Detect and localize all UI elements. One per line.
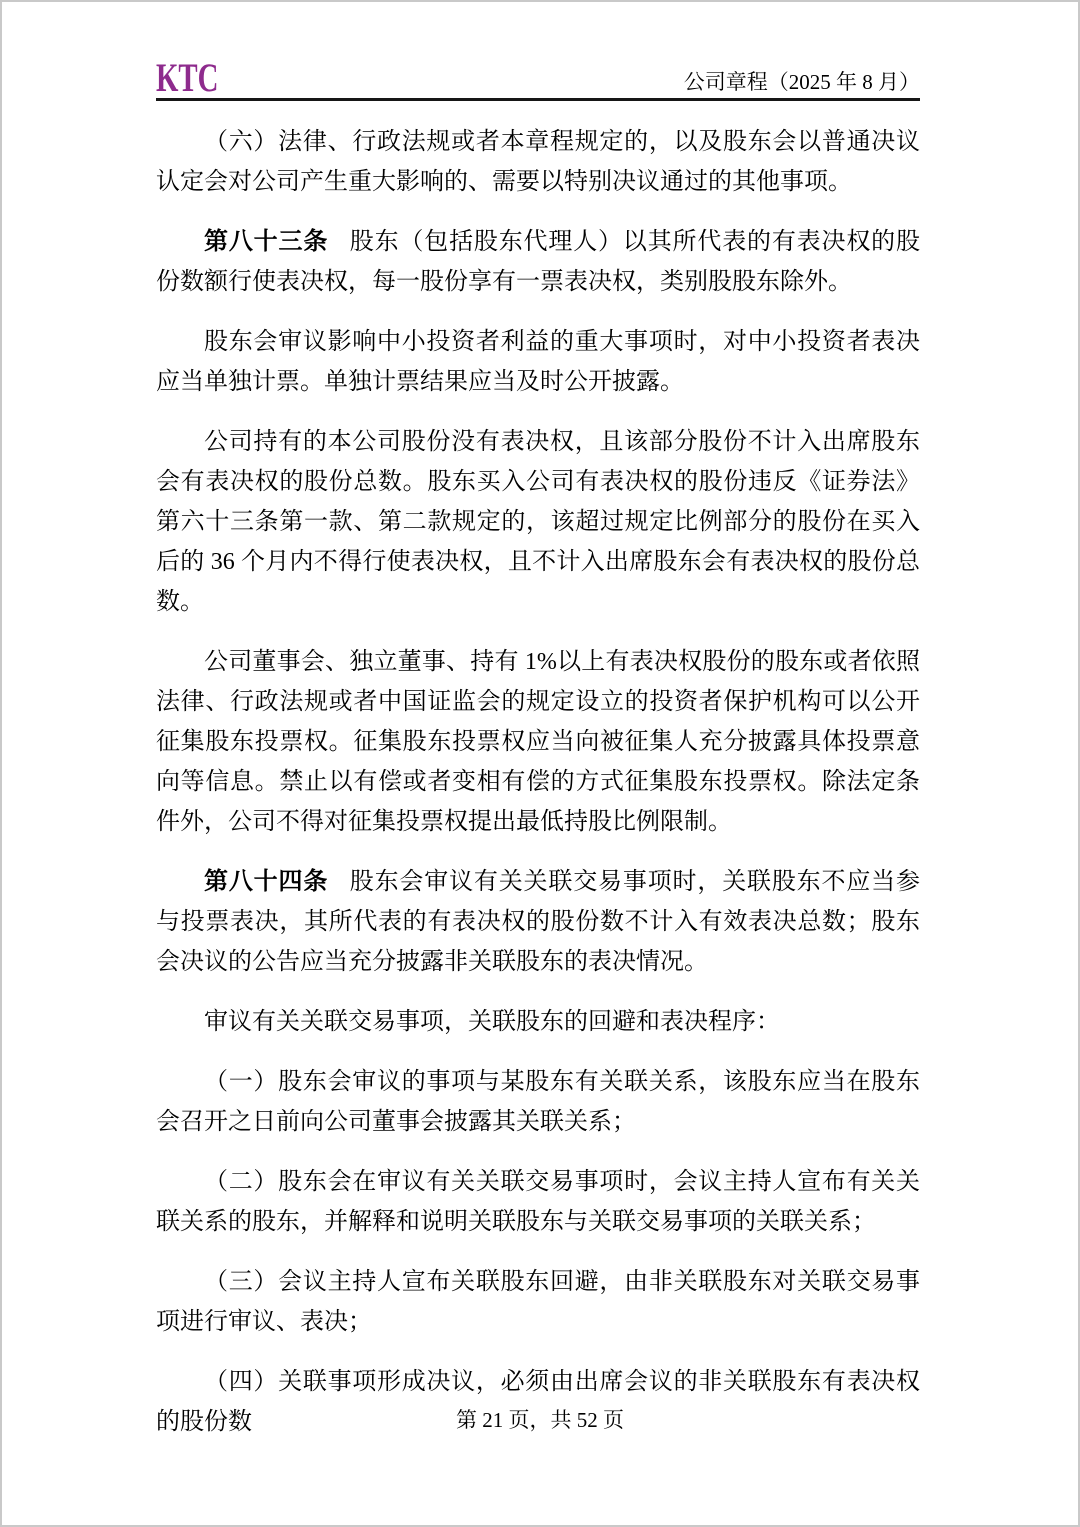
paragraph-text: （三）会议主持人宣布关联股东回避，由非关联股东对关联交易事项进行审议、表决； (156, 1269, 920, 1335)
paragraph-text: 公司持有的本公司股份没有表决权，且该部分股份不计入出席股东会有表决权的股份总数。股东买入公司有表决权的股份违反《证券法》第六十三条第一款、第二款规定的，该超过规定比例部分的股份在买入后的 36 个月内不得行使表决权，且不计入出席股东会有表决权的股份总数。 (156, 429, 920, 615)
body-paragraph (156, 1062, 920, 1142)
body-paragraph (156, 642, 920, 842)
body-paragraph (156, 322, 920, 402)
paragraph-text: 股东会审议影响中小投资者利益的重大事项时，对中小投资者表决应当单独计票。单独计票结果应当及时公开披露。 (156, 329, 920, 395)
paragraph-text: 审议有关关联交易事项，关联股东的回避和表决程序： (204, 1009, 780, 1035)
article-number: 第八十三条 (204, 228, 329, 255)
body-paragraph (156, 122, 920, 202)
company-logo: KTC (156, 55, 219, 100)
body-paragraph (156, 1262, 920, 1342)
paragraph-text: （六）法律、行政法规或者本章程规定的，以及股东会以普通决议认定会对公司产生重大影响的、需要以特别决议通过的其他事项。 (156, 129, 920, 195)
page-number: 第 21 页，共 52 页 (456, 1408, 624, 1432)
paragraph-text: （一）股东会审议的事项与某股东有关联关系，该股东应当在股东会召开之日前向公司董事会披露其关联关系； (156, 1069, 920, 1135)
paragraph-text: 公司董事会、独立董事、持有 1%以上有表决权股份的股东或者依照法律、行政法规或者中国证监会的规定设立的投资者保护机构可以公开征集股东投票权。征集股东投票权应当向被征集人充分披露具体投票意向等信息。禁止以有偿或者变相有偿的方式征集股东投票权。除法定条件外，公司不得对征集投票权提出最低持股比例限制。 (156, 649, 920, 835)
page-header (156, 55, 920, 101)
body-paragraph (156, 862, 920, 982)
paragraph-text: （二）股东会在审议有关关联交易事项时，会议主持人宣布有关关联关系的股东，并解释和说明关联股东与关联交易事项的关联关系； (156, 1169, 920, 1235)
page-footer (0, 1405, 1080, 1435)
paragraph-text: 股东会审议有关关联交易事项时，关联股东不应当参与投票表决，其所代表的有表决权的股份数不计入有效表决总数；股东会决议的公告应当充分披露非关联股东的表决情况。 (156, 869, 921, 975)
paragraph-text: （四）关联事项形成决议，必须由出席会议的非关联股东有表决权的股份数 (156, 1369, 920, 1435)
body-paragraph (156, 222, 920, 302)
article-number: 第八十四条 (204, 868, 329, 895)
header-doc-title: 公司章程（2025 年 8 月） (683, 70, 920, 94)
paragraph-text: 股东（包括股东代理人）以其所代表的有表决权的股份数额行使表决权，每一股份享有一票表决权，类别股股东除外。 (156, 229, 921, 295)
document-body (156, 122, 920, 1462)
body-paragraph (156, 1002, 920, 1042)
body-paragraph (156, 1162, 920, 1242)
body-paragraph (156, 422, 920, 622)
